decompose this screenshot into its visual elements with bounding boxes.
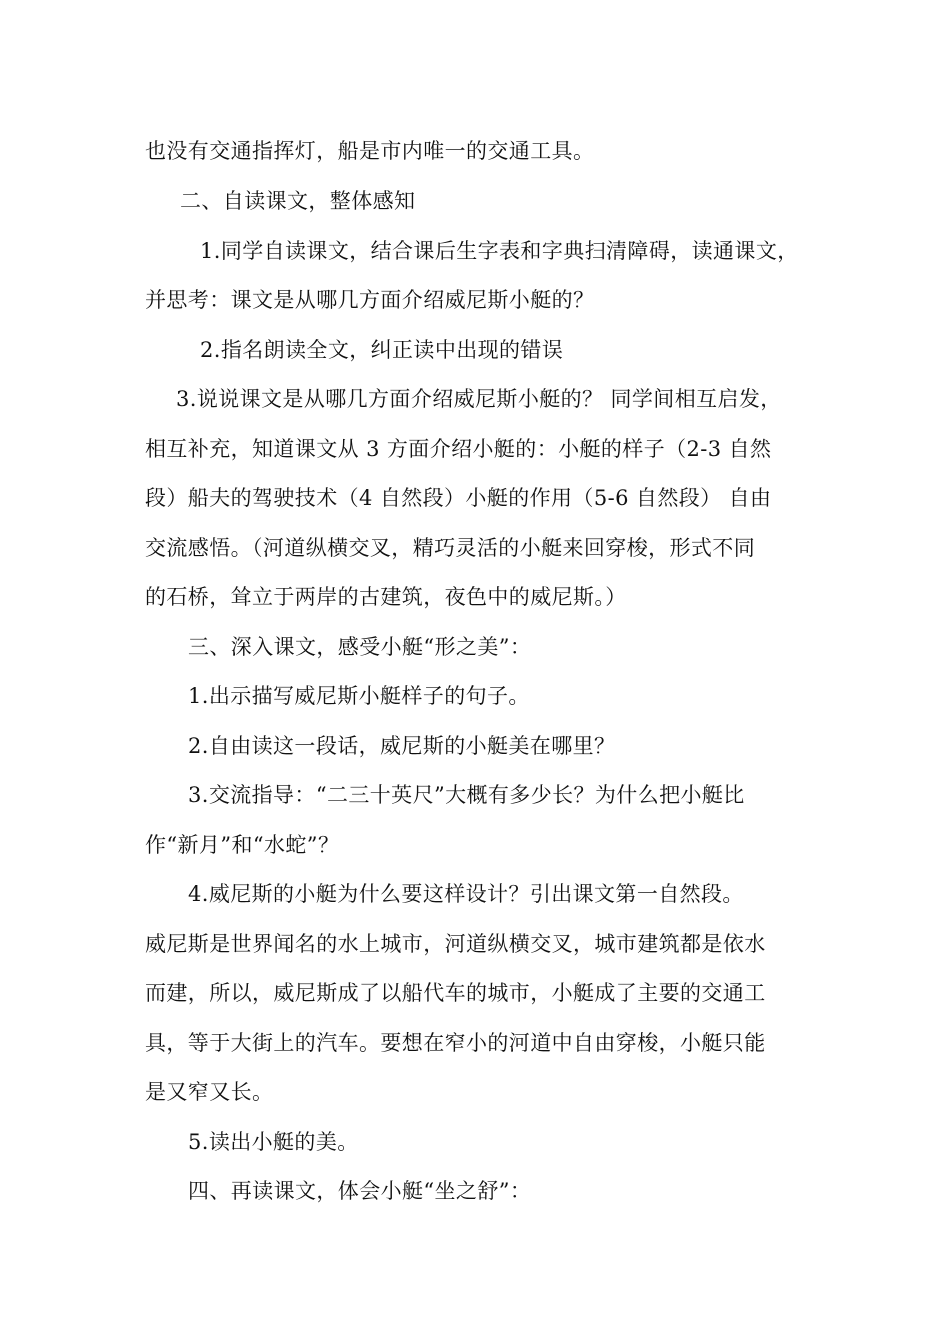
text-line: 3.交流指导：“二三十英尺”大概有多少长？为什么把小艇比 [188,783,745,807]
text-line: 2.指名朗读全文，纠正读中出现的错误 [200,338,564,362]
text-line: 3.说说课文是从哪几方面介绍威尼斯小艇的？ 同学间相互启发， [176,387,782,411]
text-line: 的石桥，耸立于两岸的古建筑，夜色中的威尼斯。） [145,585,627,609]
text-line: 并思考：课文是从哪几方面介绍威尼斯小艇的？ [145,288,595,312]
text-line: 1.同学自读课文，结合课后生字表和字典扫清障碍，读通课文， [200,239,799,263]
text-line: 相互补充，知道课文从 3 方面介绍小艇的：小艇的样子（2-3 自然 [145,437,772,461]
text-line: 也没有交通指挥灯，船是市内唯一的交通工具。 [145,139,595,163]
text-line: 2.自由读这一段话，威尼斯的小艇美在哪里？ [188,734,616,758]
text-line: 而建，所以，威尼斯成了以船代车的城市，小艇成了主要的交通工 [145,981,766,1005]
text-line: 交流感悟。（河道纵横交叉，精巧灵活的小艇来回穿梭，形式不同 [145,536,756,560]
text-line: 是又窄又长。 [145,1080,274,1104]
text-line: 具，等于大街上的汽车。要想在窄小的河道中自由穿梭，小艇只能 [145,1031,766,1055]
text-line: 5.读出小艇的美。 [188,1130,359,1154]
section-heading: 二、自读课文，整体感知 [180,189,416,213]
text-line: 作“新月”和“水蛇”？ [145,833,340,857]
text-line: 段）船夫的驾驶技术（4 自然段）小艇的作用（5-6 自然段） 自由 [145,486,772,510]
text-line: 威尼斯是世界闻名的水上城市，河道纵横交叉，城市建筑都是依水 [145,932,766,956]
text-line: 4.威尼斯的小艇为什么要这样设计？引出课文第一自然段。 [188,882,744,906]
section-heading: 四、再读课文，体会小艇“坐之舒”： [188,1179,532,1203]
text-line: 1.出示描写威尼斯小艇样子的句子。 [188,684,530,708]
section-heading: 三、深入课文，感受小艇“形之美”： [188,635,532,659]
